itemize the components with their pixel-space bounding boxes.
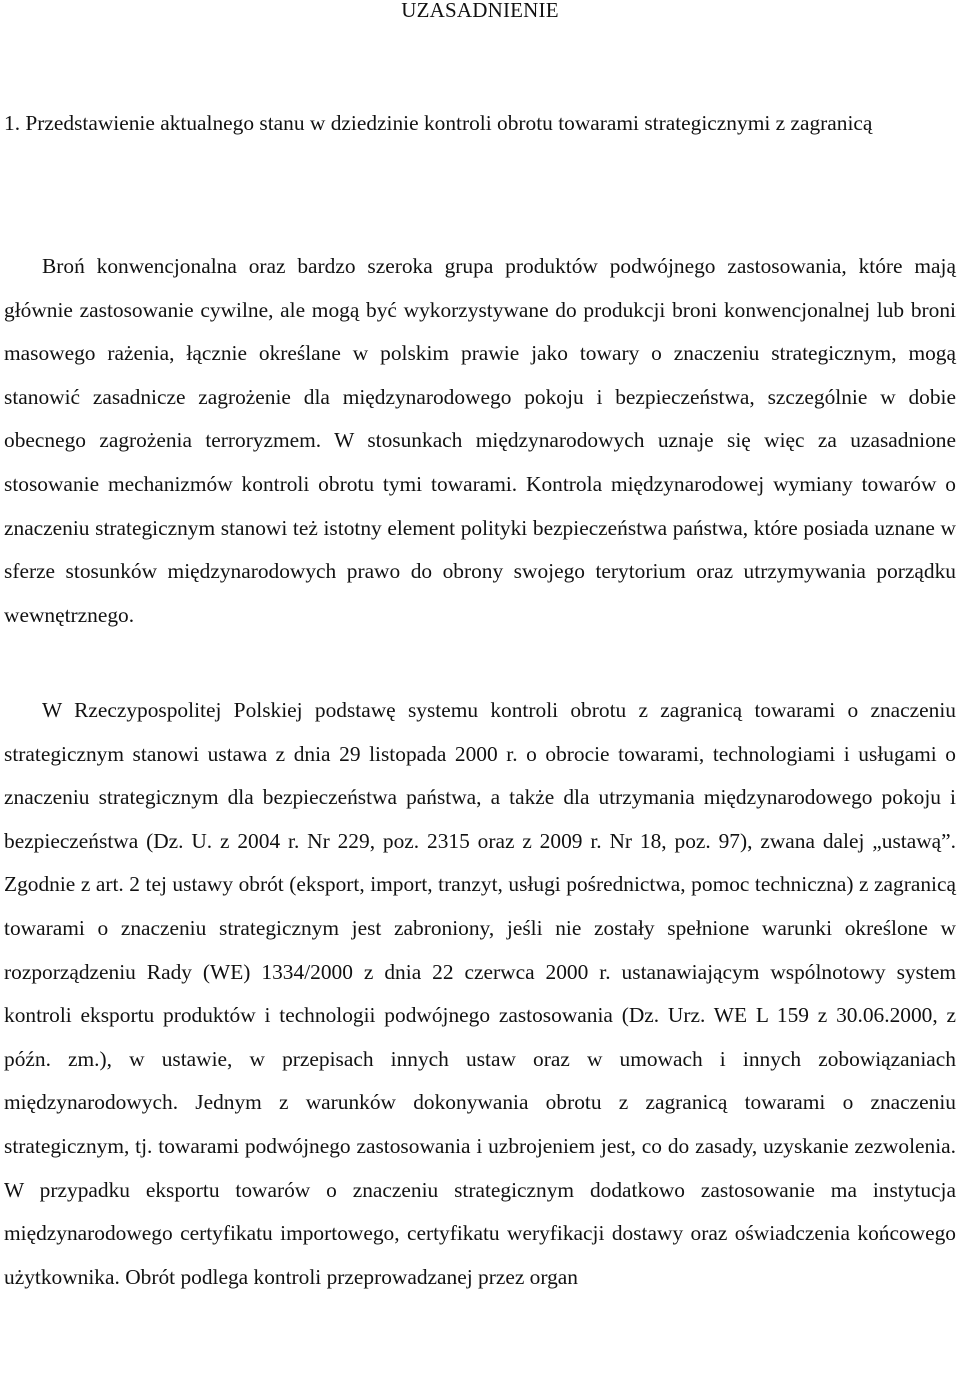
document-title: UZASADNIENIE — [401, 0, 559, 22]
paragraph-weapons-strategic-goods: Broń konwencjonalna oraz bardzo szeroka grupa produktów podwójnego zastosowania, które mają głównie zastosowanie cywilne, ale mogą być wykorzystywane do produkcji broni konwencjonalnej lub broni masowego rażenia, łącznie określane w polskim prawie jako towary o znaczeniu strategicznym, mogą stanowić zasadnicze zagrożenie dla międzynarodowego pokoju i bezpieczeństwa, szczególnie w dobie obecnego zagrożenia terroryzmem. W stosunkach międzynarodowych uznaje się więc za uzasadnione stosowanie mechanizmów kontroli obrotu tymi towarami. Kontrola międzynarodowej wymiany towarów o znaczeniu strategicznym stanowi też istotny element polityki bezpieczeństwa państwa, które posiada uznane w sferze stosunków międzynarodowych prawo do obrony swojego terytorium oraz utrzymywania porządku wewnętrznego. — [4, 254, 956, 627]
paragraph-legal-basis: W Rzeczypospolitej Polskiej podstawę systemu kontroli obrotu z zagranicą towarami o znaczeniu strategicznym stanowi ustawa z dnia 29 listopada 2000 r. o obrocie towarami, technologiami i usługami o znaczeniu strategicznym dla bezpieczeństwa państwa, a także dla utrzymania międzynarodowego pokoju i bezpieczeństwa (Dz. U. z 2004 r. Nr 229, poz. 2315 oraz z 2009 r. Nr 18, poz. 97), zwana dalej „ustawą”. Zgodnie z art. 2 tej ustawy obrót (eksport, import, tranzyt, usługi pośrednictwa, pomoc techniczna) z zagranicą towarami o znaczeniu strategicznym jest zabroniony, jeśli nie zostały spełnione warunki określone w rozporządzeniu Rady (WE) 1334/2000 z dnia 22 czerwca 2000 r. ustanawiającym wspólnotowy system kontroli eksportu produktów i technologii podwójnego zastosowania (Dz. Urz. WE L 159 z 30.06.2000, z późn. zm.), w ustawie, w przepisach innych ustaw oraz w umowach i innych zobowiązaniach międzynarodowych. Jednym z warunków dokonywania obrotu z zagranicą towarami o znaczeniu strategicznym, tj. towarami podwójnego zastosowania i uzbrojeniem jest, co do zasady, uzyskanie zezwolenia. W przypadku eksportu towarów o znaczeniu strategicznym dodatkowo zastosowanie ma instytucja międzynarodowego certyfikatu importowego, certyfikatu weryfikacji dostawy oraz oświadczenia końcowego użytkownika. Obrót podlega kontroli przeprowadzanej przez organ — [4, 698, 956, 1289]
section-heading: 1. Przedstawienie aktualnego stanu w dziedzinie kontroli obrotu towarami strategicznymi z zagranicą — [4, 111, 873, 135]
